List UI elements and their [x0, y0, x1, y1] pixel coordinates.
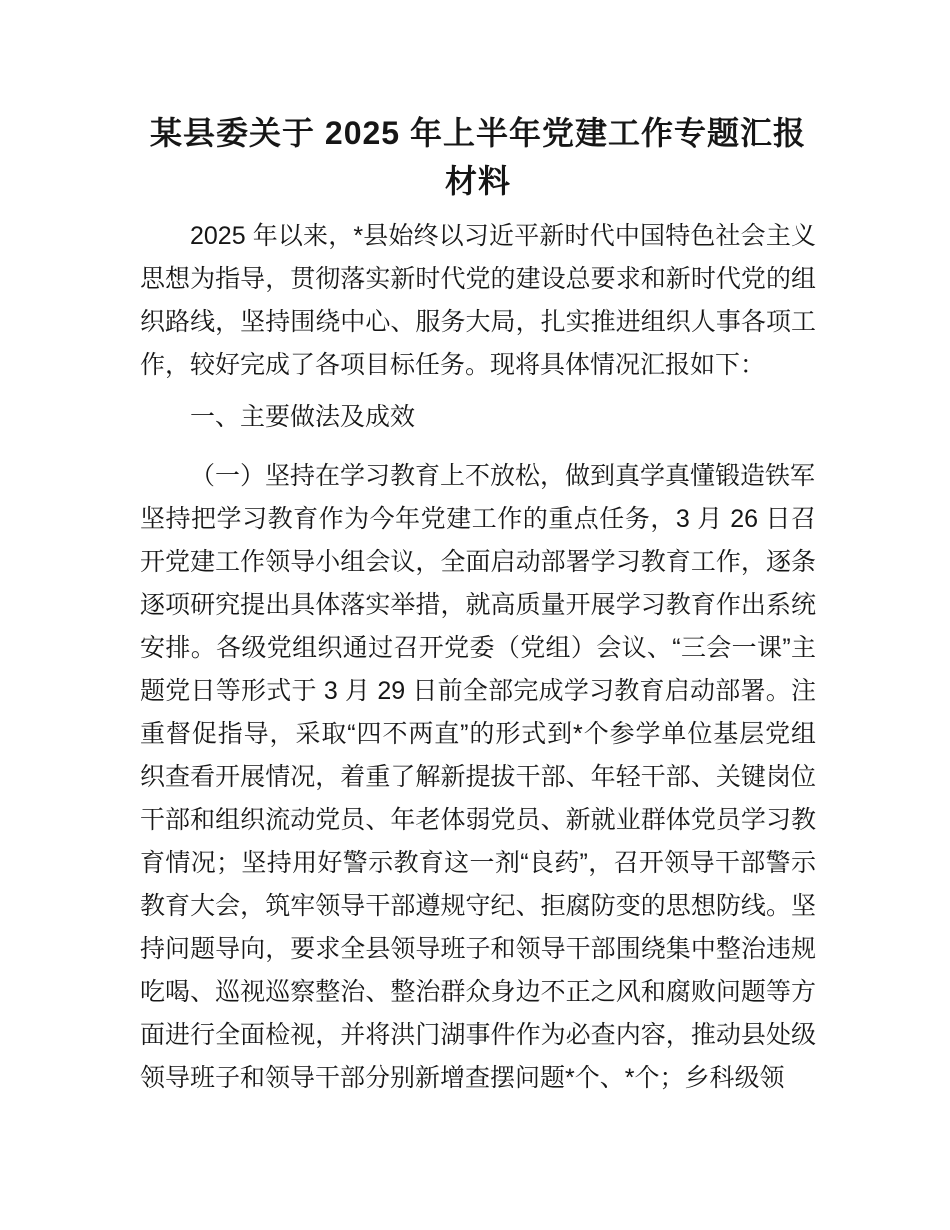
document-title: 某县委关于 2025 年上半年党建工作专题汇报材料	[150, 115, 806, 199]
body-paragraph: 坚持把学习教育作为今年党建工作的重点任务，3 月 26 日召开党建工作领导小组会议，全面启动部署学习教育工作，逐条逐项研究提出具体落实举措，就高质量开展学习教育作出系统安排。各级党组织通过召开党委（党组）会议、“三会一课”主题党日等形式于 3 月 29 日前全部完成学习教育启动部署。注重督促指导，采取“四不两直”的形式到*个参学单位基层党组织查看开展情况，着重了解新提拔干部、年轻干部、关键岗位干部和组织流动党员、年老体弱党员、新就业群体党员学习教育情况；坚持用好警示教育这一剂“良药”，召开领导干部警示教育大会，筑牢领导干部遵规守纪、拒腐防变的思想防线。坚持问题导向，要求全县领导班子和领导干部围绕集中整治违规吃喝、巡视巡察整治、整治群众身边不正之风和腐败问题等方面进行全面检视，并将洪门湖事件作为必查内容，推动县处级领导班子和领导干部分别新增查摆问题*个、*个；乡科级领	[140, 505, 816, 1092]
section-heading: 一、主要做法及成效	[190, 403, 416, 431]
intro-paragraph: 2025 年以来，*县始终以习近平新时代中国特色社会主义思想为指导，贯彻落实新时代党的建设总要求和新时代党的组织路线，坚持围绕中心、服务大局，扎实推进组织人事各项工作，较好完成了各项目标任务。现将具体情况汇报如下：	[140, 222, 816, 379]
subsection-heading: （一）坚持在学习教育上不放松，做到真学真懂锻造铁军	[190, 462, 816, 490]
